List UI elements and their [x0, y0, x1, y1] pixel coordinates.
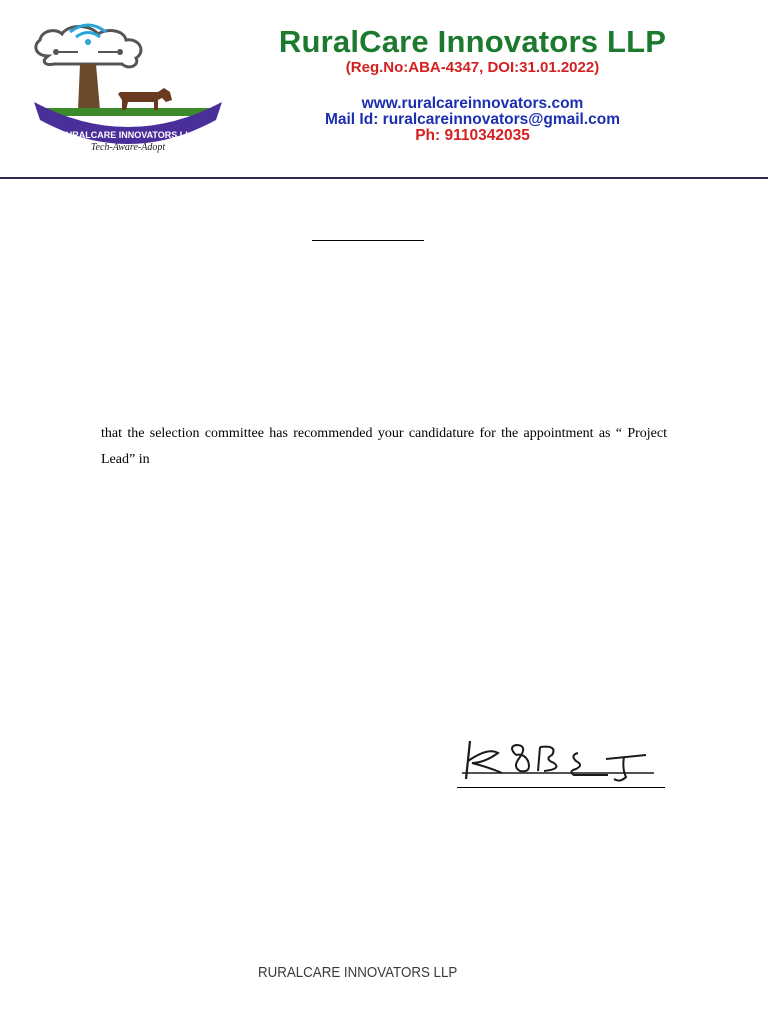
phone-number: Ph: 9110342035 [415, 127, 530, 144]
signature-line [457, 787, 665, 788]
stamp-text: RURALCARE INNOVATORS LLP [258, 963, 458, 981]
letter-body: that the selection committee has recommended your candidature for the appointment as “ Project Lead” in [101, 426, 667, 467]
company-logo-icon [28, 22, 228, 154]
registration-line: (Reg.No:ABA-4347, DOI:31.01.2022) [345, 59, 600, 76]
company-name: RuralCare Innovators LLP [278, 24, 667, 59]
signature-icon [458, 733, 658, 785]
company-stamp [258, 957, 458, 985]
logo-ribbon-text: RURALCARE INNOVATORS LLP [59, 130, 197, 140]
letterhead [0, 0, 768, 178]
title-underline [312, 240, 424, 241]
header-divider [0, 177, 768, 179]
mail-id: Mail Id: ruralcareinnovators@gmail.com [324, 111, 621, 128]
website-link: www.ruralcareinnovators.com [361, 95, 584, 112]
logo-tagline: Tech-Aware-Adopt [90, 142, 166, 153]
